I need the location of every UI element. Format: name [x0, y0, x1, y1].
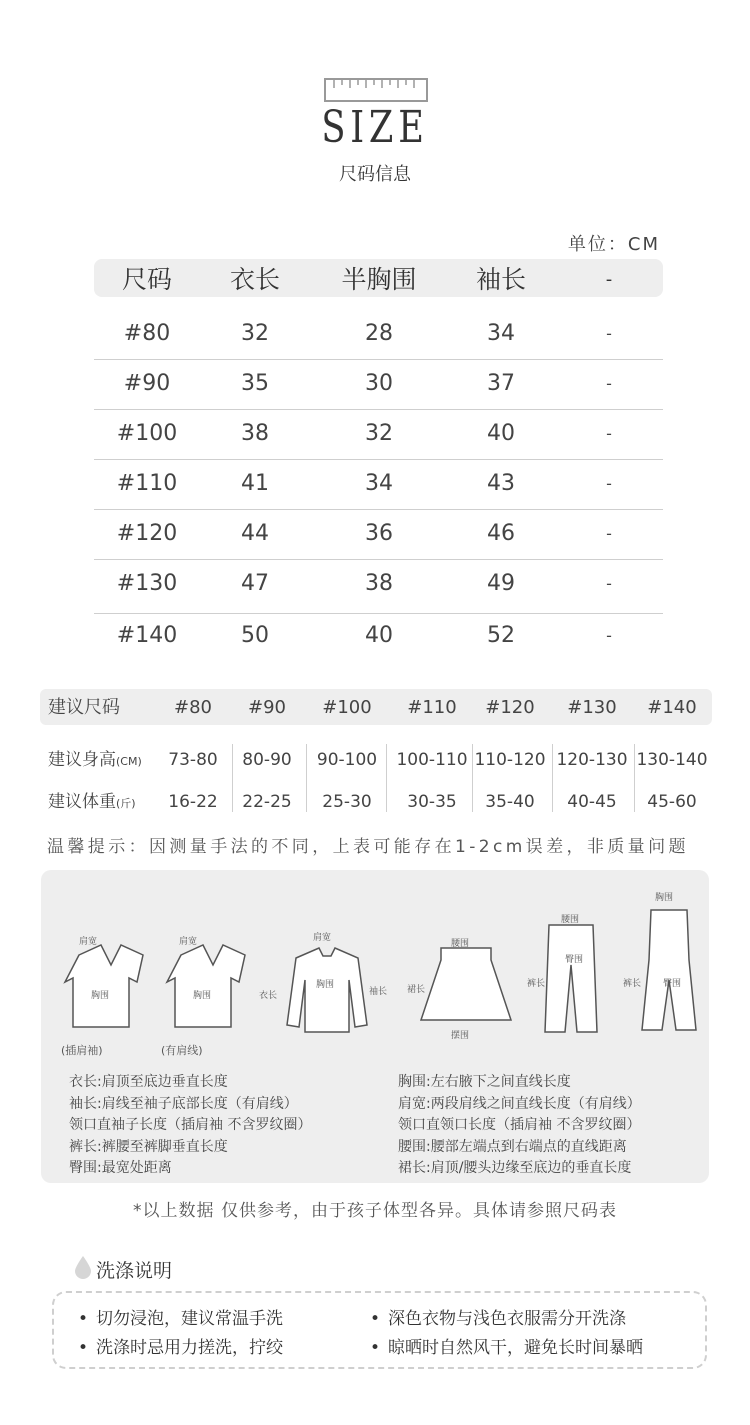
- suggest-size: #80: [174, 697, 212, 718]
- height-cell: 130-140: [636, 750, 708, 770]
- height-cell: 100-110: [396, 750, 468, 770]
- header-size: 尺码: [121, 265, 173, 294]
- tip-text: 温馨提示：因测量手法的不同，上表可能存在1-2cm误差，非质量问题: [47, 837, 689, 857]
- column-divider: [232, 744, 233, 812]
- diagram-label-pants-length: 裤长: [527, 979, 546, 989]
- definitions-left: [69, 1072, 311, 1180]
- height-cell: 80-90: [242, 750, 292, 770]
- height-cell: 120-130: [556, 750, 628, 770]
- cell-chest: 36: [365, 521, 393, 546]
- diagram-label-chest: 胸围: [316, 980, 335, 990]
- weight-cell: 35-40: [485, 792, 535, 812]
- diagram-label-waist: 腰围: [451, 939, 470, 949]
- ruler-icon: [324, 78, 428, 102]
- suggest-size: #140: [647, 697, 697, 718]
- definition-item: 肩宽:两段肩线之间直线长度（有肩线）: [398, 1095, 641, 1112]
- suggest-size: #120: [485, 697, 535, 718]
- tshirt-seam-icon: [167, 945, 245, 1027]
- weight-cell: 40-45: [567, 792, 617, 812]
- cell-sleeve: 40: [487, 421, 515, 446]
- column-divider: [472, 744, 473, 812]
- height-cell: 110-120: [474, 750, 546, 770]
- table-row: [94, 359, 663, 410]
- height-label: 建议身高(CM): [48, 750, 142, 770]
- tshirt-raglan-icon: [65, 945, 143, 1027]
- size-table-header: [94, 259, 663, 297]
- wash-item: • 洗涤时忌用力搓洗，拧绞: [78, 1338, 283, 1358]
- diagram-label-sleeve: 袖长: [369, 987, 388, 997]
- column-divider: [386, 744, 387, 812]
- reference-note: *以上数据 仅供参考，由于孩子体型各异。具体请参照尺码表: [133, 1201, 617, 1221]
- table-row: [94, 611, 663, 661]
- cell-size: #100: [116, 421, 178, 446]
- cell-length: 50: [241, 623, 269, 648]
- definition-item: 领口直领口长度（插肩袖 不含罗纹圈）: [398, 1117, 641, 1133]
- cell-sleeve: 49: [487, 571, 515, 596]
- height-cell: 73-80: [168, 750, 218, 770]
- seam-caption: (有肩线): [161, 1044, 203, 1057]
- diagram-label-length: 衣长: [259, 991, 278, 1001]
- suggest-size: #110: [407, 697, 457, 718]
- definition-item: 衣长:肩顶至底边垂直长度: [69, 1074, 228, 1090]
- skirt-icon: [421, 948, 511, 1020]
- diagram-label-chest: 胸围: [193, 991, 212, 1001]
- definitions-right: [398, 1072, 641, 1180]
- wash-title: 洗涤说明: [96, 1260, 173, 1282]
- cell-chest: 30: [365, 371, 393, 396]
- height-cell: 90-100: [316, 750, 378, 770]
- column-divider: [306, 744, 307, 812]
- definition-item: 腰围:腰部左端点到右端点的直线距离: [398, 1138, 627, 1155]
- diagram-label-chest: 胸围: [655, 893, 674, 903]
- definition-item: 裤长:裤腰至裤脚垂直长度: [69, 1138, 228, 1155]
- garment-illustrations: [41, 870, 709, 1060]
- diagram-label-shoulder: 肩宽: [179, 937, 198, 947]
- header-length: 衣长: [229, 265, 281, 294]
- column-divider: [552, 744, 553, 812]
- cell-extra: -: [606, 626, 612, 645]
- column-divider: [634, 744, 635, 812]
- cell-extra: -: [606, 374, 612, 393]
- size-subtitle: 尺码信息: [339, 164, 411, 185]
- cell-size: #90: [123, 371, 171, 396]
- weight-cell: 45-60: [647, 792, 697, 812]
- diagram-label-waist: 腰围: [561, 915, 580, 925]
- cell-extra: -: [606, 574, 612, 593]
- definition-item: 袖长:肩线至袖子底部长度（有肩线）: [69, 1095, 298, 1112]
- suggest-size: #100: [322, 697, 372, 718]
- suggest-size: #90: [248, 697, 286, 718]
- weight-cell: 30-35: [407, 792, 457, 812]
- diagram-label-chest: 胸围: [91, 991, 110, 1001]
- header-sleeve: 袖长: [475, 265, 527, 294]
- cell-extra: -: [606, 474, 612, 493]
- suggest-size: #130: [567, 697, 617, 718]
- table-row: [94, 559, 663, 614]
- wash-item: • 深色衣物与浅色衣服需分开洗涤: [370, 1309, 626, 1329]
- wash-item: • 切勿浸泡，建议常温手洗: [78, 1309, 283, 1329]
- cell-length: 32: [241, 321, 269, 346]
- header-chest: 半胸围: [341, 265, 417, 294]
- height-row: [40, 740, 712, 782]
- table-row: [94, 409, 663, 460]
- size-title: SIZE: [321, 102, 429, 153]
- wash-item: • 晾晒时自然风干，避免长时间暴晒: [370, 1338, 643, 1358]
- weight-cell: 16-22: [168, 792, 218, 812]
- cell-sleeve: 43: [487, 471, 515, 496]
- cell-chest: 28: [365, 321, 393, 346]
- weight-cell: 22-25: [242, 792, 292, 812]
- suggest-table-header: [40, 689, 712, 725]
- cell-length: 41: [241, 471, 269, 496]
- measurement-diagram: [41, 870, 709, 1183]
- table-row: [94, 459, 663, 510]
- cell-size: #130: [116, 571, 178, 596]
- cell-extra: -: [606, 424, 612, 443]
- cell-sleeve: 34: [487, 321, 515, 346]
- pants-icon: [545, 925, 597, 1032]
- water-drop-icon: [74, 1255, 92, 1279]
- definition-item: 领口直袖子长度（插肩袖 不含罗纹圈）: [69, 1117, 312, 1133]
- weight-row: [40, 782, 712, 824]
- cell-size: #120: [116, 521, 178, 546]
- cell-chest: 40: [365, 623, 393, 648]
- cell-sleeve: 37: [487, 371, 515, 396]
- raglan-caption: (插肩袖): [61, 1044, 103, 1057]
- unit-label: 单位：CM: [567, 234, 660, 255]
- header-extra: -: [605, 269, 613, 290]
- cell-chest: 32: [365, 421, 393, 446]
- cell-extra: -: [606, 524, 612, 543]
- jacket-icon: [287, 948, 367, 1032]
- diagram-label-hem: 摆围: [451, 1031, 470, 1041]
- table-row: [94, 309, 663, 360]
- cell-size: #80: [123, 321, 171, 346]
- cell-size: #110: [116, 471, 178, 496]
- cell-sleeve: 52: [487, 623, 515, 648]
- diagram-label-shoulder: 肩宽: [79, 937, 98, 947]
- cell-chest: 38: [365, 571, 393, 596]
- cell-size: #140: [116, 623, 178, 648]
- definition-item: 胸围:左右腋下之间直线长度: [398, 1074, 571, 1090]
- definition-item: 臀围:最宽处距离: [69, 1160, 172, 1176]
- overalls-icon: [642, 910, 696, 1030]
- definition-item: 裙长:肩顶/腰头边缘至底边的垂直长度: [398, 1160, 632, 1176]
- cell-length: 38: [241, 421, 269, 446]
- diagram-label-hip: 臀围: [565, 955, 584, 965]
- diagram-label-hip: 臀围: [663, 979, 682, 989]
- diagram-label-skirt-length: 裙长: [407, 985, 426, 995]
- cell-extra: -: [606, 324, 612, 343]
- weight-cell: 25-30: [322, 792, 372, 812]
- weight-label: 建议体重(斤): [48, 792, 136, 812]
- table-row: [94, 509, 663, 560]
- cell-length: 35: [241, 371, 269, 396]
- cell-length: 47: [241, 571, 269, 596]
- diagram-label-shoulder: 肩宽: [313, 933, 332, 943]
- suggest-size-label: 建议尺码: [48, 697, 120, 718]
- cell-chest: 34: [365, 471, 393, 496]
- diagram-label-pants-length: 裤长: [623, 979, 642, 989]
- cell-sleeve: 46: [487, 521, 515, 546]
- cell-length: 44: [241, 521, 269, 546]
